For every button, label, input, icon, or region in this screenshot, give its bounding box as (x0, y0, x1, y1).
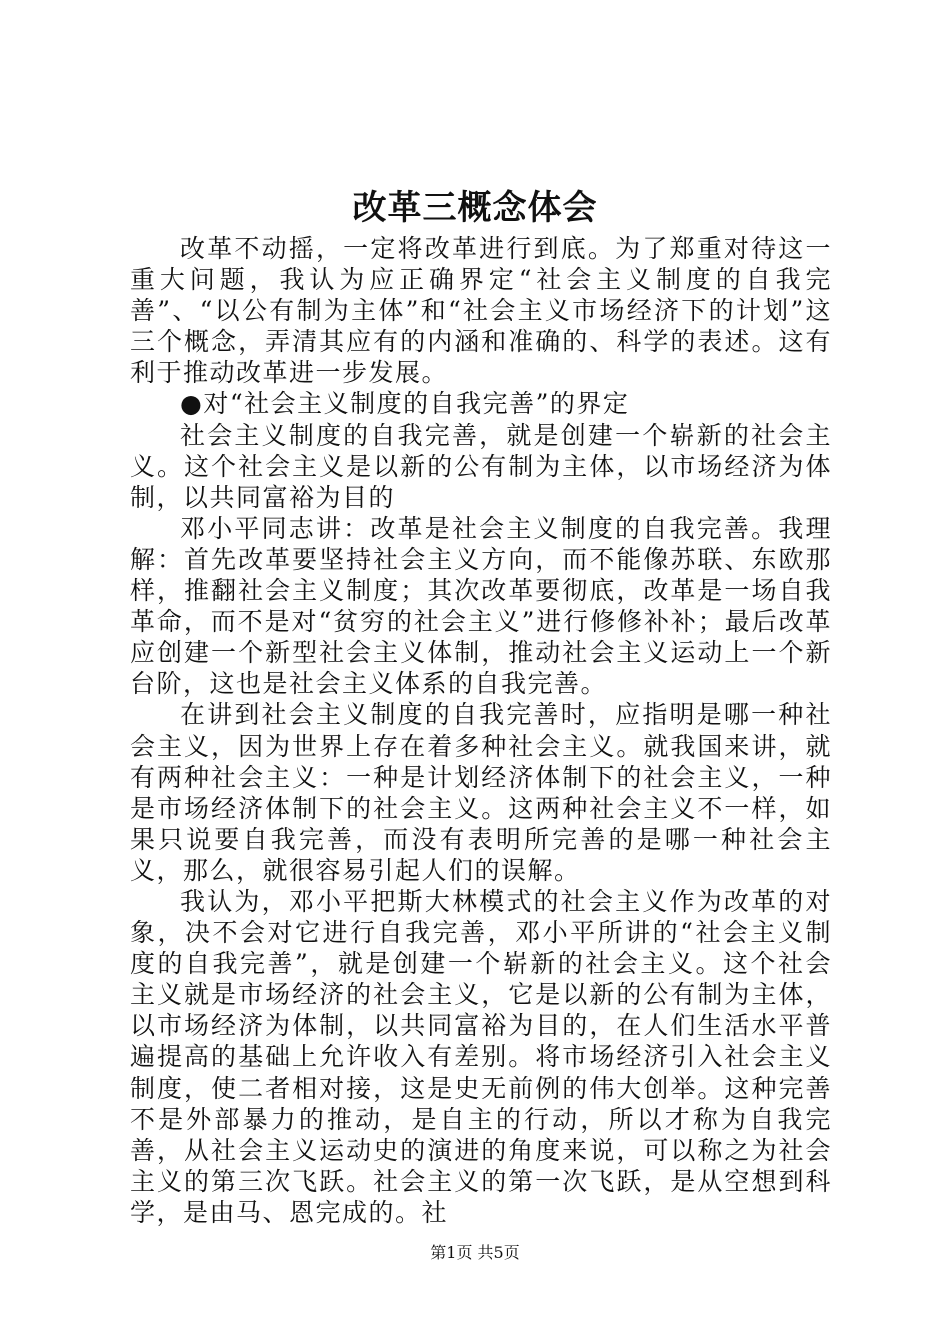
paragraph-deng-quote: 邓小平同志讲：改革是社会主义制度的自我完善。我理解：首先改革要坚持社会主义方向，而不能像苏联、东欧那样，推翻社会主义制度；其次改革要彻底，改革是一场自我革命，而不是对“贫穷的社会主义”进行修修补补；最后改革应创建一个新型社会主义体制，推动社会主义运动上一个新台阶，这也是社会主义体系的自我完善。 (130, 513, 832, 699)
paragraph-definition: 社会主义制度的自我完善，就是创建一个崭新的社会主义。这个社会主义是以新的公有制为主体，以市场经济为体制，以共同富裕为目的 (130, 420, 832, 512)
paragraph-intro: 改革不动摇，一定将改革进行到底。为了郑重对待这一重大问题，我认为应正确界定“社会主义制度的自我完善”、“以公有制为主体”和“社会主义市场经济下的计划”这三个概念，弄清其应有的内涵和准确的、科学的表述。这有利于推动改革进一步发展。 (130, 234, 832, 388)
document-title: 改革三概念体会 (352, 188, 598, 228)
section-heading: ●对“社会主义制度的自我完善”的界定 (180, 389, 630, 419)
paragraph-opinion: 我认为，邓小平把斯大林模式的社会主义作为改革的对象，决不会对它进行自我完善，邓小平所讲的“社会主义制度的自我完善”，就是创建一个崭新的社会主义。这个社会主义就是市场经济的社会主义，它是以新的公有制为主体，以市场经济为体制，以共同富裕为目的，在人们生活水平普遍提高的基础上允许收入有差别。将市场经济引入社会主义制度，使二者相对接，这是史无前例的伟大创举。这种完善不是外部暴力的推动，是自主的行动，所以才称为自我完善，从社会主义运动史的演进的角度来说，可以称之为社会主义的第三次飞跃。社会主义的第一次飞跃，是从空想到科学，是由马、恩完成的。社 (130, 886, 832, 1227)
document-body (130, 233, 832, 1228)
page-footer: 第1页 共5页 (430, 1243, 520, 1262)
paragraph-which-socialism: 在讲到社会主义制度的自我完善时，应指明是哪一种社会主义，因为世界上存在着多种社会主义。就我国来讲，就有两种社会主义：一种是计划经济体制下的社会主义，一种是市场经济体制下的社会主义。这两种社会主义不一样，如果只说要自我完善，而没有表明所完善的是哪一种社会主义，那么，就很容易引起人们的误解。 (130, 700, 832, 885)
